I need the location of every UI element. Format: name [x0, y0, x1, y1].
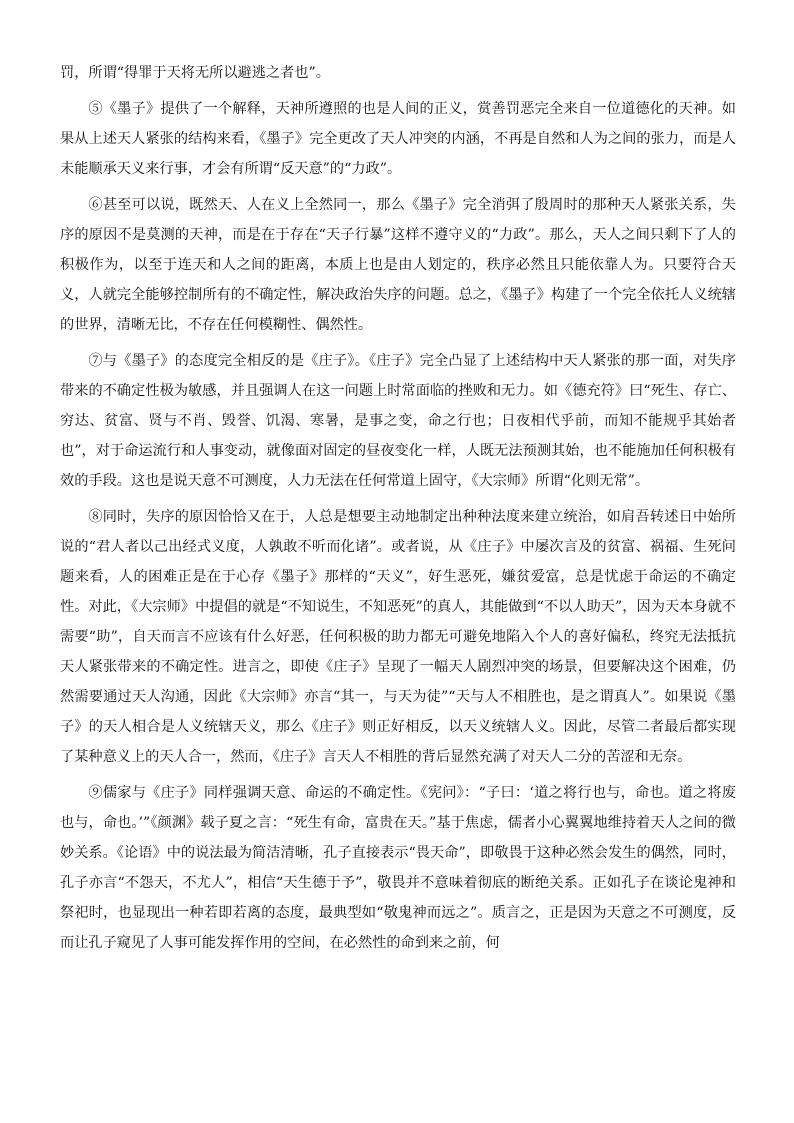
paragraph-continued: 罚，所谓“得罪于天将无所以避逃之者也”。 [60, 65, 330, 81]
paragraph-5: ⑤《墨子》提供了一个解释，天神所遵照的也是人间的正义，赏善罚恶完全来自一位道德化的天神。如果从上述天人紧张的结构来看，《墨子》完全更改了天人冲突的内涵，不再是自然和人为之间的张力，而是人未能顺承天义来行事，才会有所谓“反天意”的“力政”。 [60, 101, 736, 177]
paragraph-9: ⑨儒家与《庄子》同样强调天意、命运的不确定性。《宪问》：“子曰：‘道之将行也与，命也。道之将废也与，命也。’”《颜渊》载子夏之言：“死生有命，富贵在天。”基于焦虑，儒者小心翼翼地维持着天人之间的微妙关系。《论语》中的说法最为简洁清晰，孔子直接表示“畏天命”，即敬畏于这种必然会发生的偶然，同时，孔子亦言“不怨天，不尤人”，相信“天生德于予”，敬畏并不意味着彻底的断绝关系。正如孔子在谈论鬼神和祭祀时，也显现出一种若即若离的态度，最典型如“敬鬼神而远之”。质言之，正是因为天意之不可测度，反而让孔子窥见了人事可能发挥作用的空间，在必然性的命到来之前，何 [60, 785, 736, 951]
article-body [60, 58, 736, 964]
paragraph-6: ⑥甚至可以说，既然天、人在义上全然同一，那么《墨子》完全消弭了殷周时的那种天人紧张关系，失序的原因不是莫测的天神，而是在于存在“天子行暴”这样不遵守义的“力政”。那么，天人之间只剩下了人的积极作为，以至于连天和人之间的距离，本质上也是由人划定的，秩序必然且只能依靠人为。只要符合天义，人就完全能够控制所有的不确定性，解决政治失序的问题。总之，《墨子》构建了一个完全依托人义统辖的世界，清晰无比，不存在任何模糊性、偶然性。 [60, 197, 736, 333]
paragraph-8: ⑧同时，失序的原因恰恰又在于，人总是想要主动地制定出种种法度来建立统治，如肩吾转述日中始所说的“君人者以己出经式义度，人孰敢不听而化诸”。或者说，从《庄子》中屡次言及的贫富、祸福、生死问题来看，人的困难正是在于心存《墨子》那样的“天义”，好生恶死，嫌贫爱富，总是忧虑于命运的不确定性。对此，《大宗师》中提倡的就是“不知说生，不知恶死”的真人，其能做到“不以人助天”，因为天本身就不需要“助”，自天而言不应该有什么好恶，任何积极的助力都无可避免地陷入个人的喜好偏私，终究无法抵抗天人紧张带来的不确定性。进言之，即使《庄子》呈现了一幅天人剧烈冲突的场景，但要解决这个困难，仍然需要通过天人沟通，因此《大宗师》亦言“其一，与天为徒”“天与人不相胜也，是之谓真人”。如果说《墨子》的天人相合是人义统辖天义，那么《庄子》则正好相反，以天义统辖人义。因此，尽管二者最后都实现了某种意义上的天人合一，然而，《庄子》言天人不相胜的背后显然充满了对天人二分的苦涩和无奈。 [60, 509, 736, 765]
paragraph-7: ⑦与《墨子》的态度完全相反的是《庄子》。《庄子》完全凸显了上述结构中天人紧张的那一面，对失序带来的不确定性极为敏感，并且强调人在这一问题上时常面临的挫败和无力。如《德充符》曰“死生、存亡、穷达、贫富、贤与不肖、毁誉、饥渴、寒暑，是事之变，命之行也；日夜相代乎前，而知不能规乎其始者也”，对于命运流行和人事变动，就像面对固定的昼夜变化一样，人既无法预测其始，也不能施加任何积极有效的手段。这也是说天意不可测度，人力无法在任何常道上固守，《大宗师》所谓“化则无常”。 [60, 353, 736, 489]
